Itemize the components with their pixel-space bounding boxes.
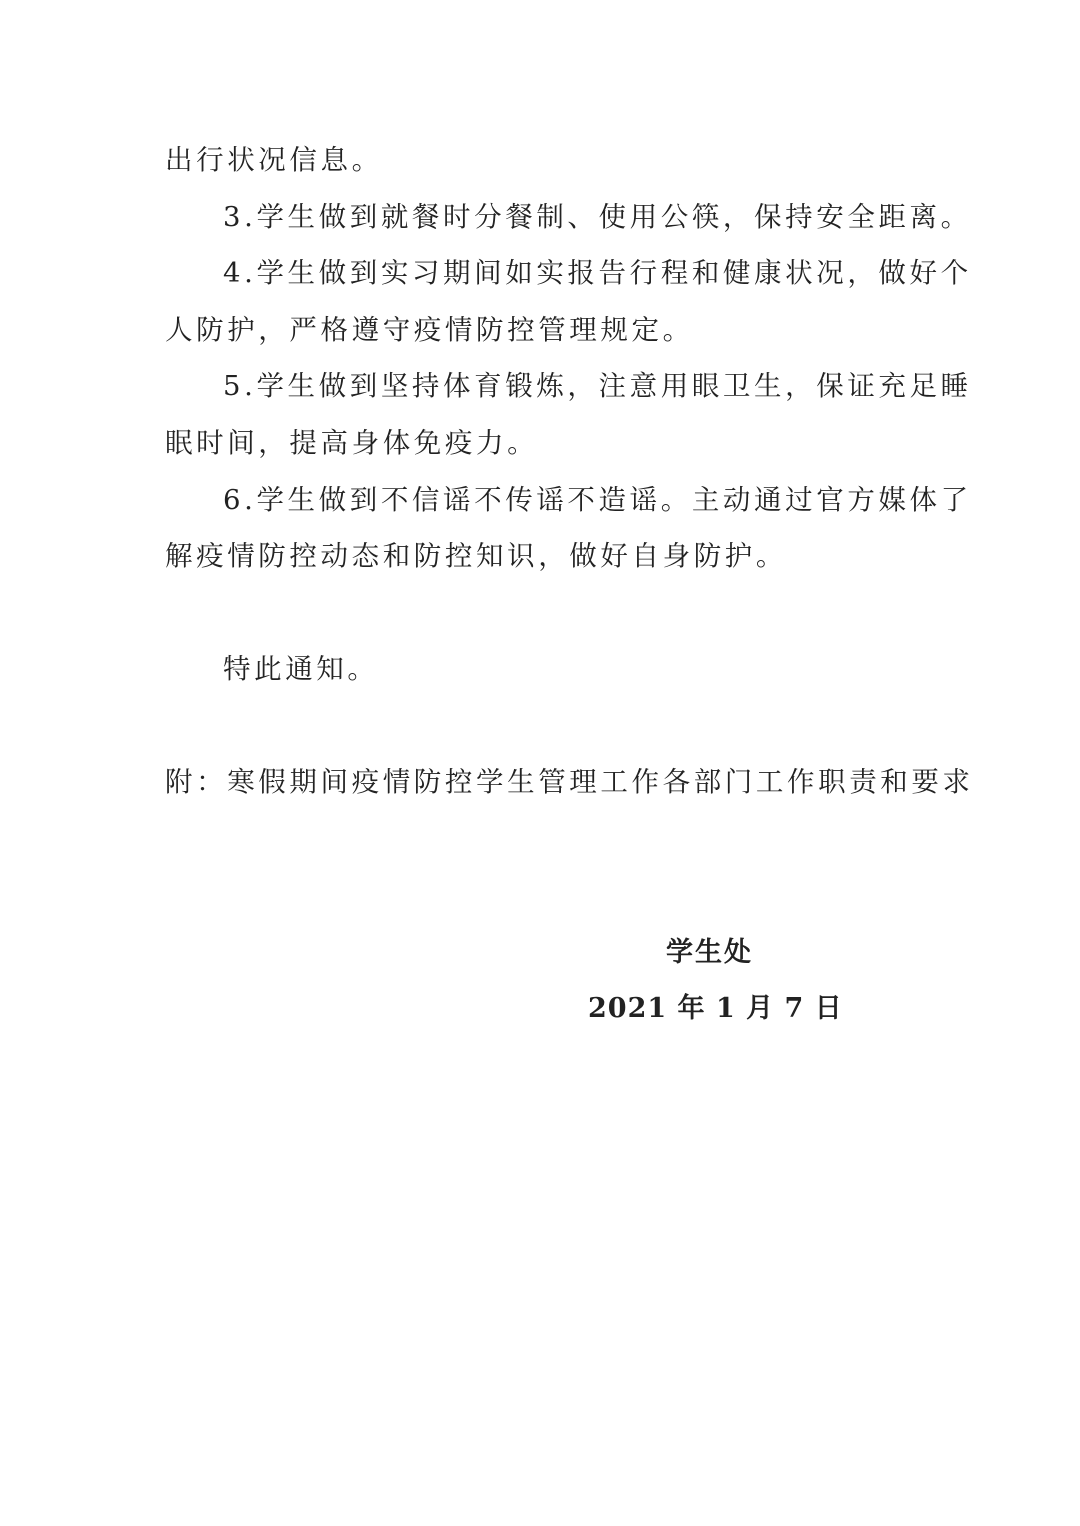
document-body [165,132,972,585]
paragraph-line: 3.学生做到就餐时分餐制、使用公筷，保持安全距离。 [223,200,972,233]
paragraph-line: 人防护，严格遵守疫情防控管理规定。 [165,313,694,346]
paragraph-line: 解疫情防控动态和防控知识，做好自身防护。 [165,540,787,573]
document-date: 2021 年 1 月 7 日 [588,993,843,1024]
paragraph-line: 6.学生做到不信谣不传谣不造谣。主动通过官方媒体了 [223,483,972,516]
closing-notice: 特此通知。 [223,653,379,685]
paragraph-line: 出行状况信息。 [165,144,383,176]
paragraph-line: 4.学生做到实习期间如实报告行程和健康状况，做好个 [223,257,972,290]
signer-department: 学生处 [666,937,753,968]
paragraph-line: 眠时间，提高身体免疫力。 [165,426,539,459]
attachment-note: 附：寒假期间疫情防控学生管理工作各部门工作职责和要求 [165,766,974,798]
paragraph-line: 5.学生做到坚持体育锻炼，注意用眼卫生，保证充足睡 [223,370,972,403]
